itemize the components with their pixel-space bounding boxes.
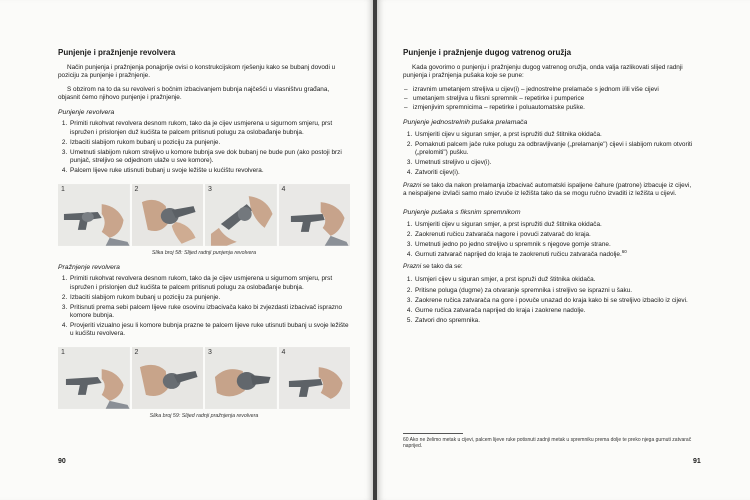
note-lead: Prazni [403, 263, 422, 271]
revolver-photo-illustration [205, 184, 277, 246]
list-item: 2. Izbaciti slabijom rukom bubanj u poziciju za punjenje. [69, 139, 350, 147]
photo [205, 184, 277, 246]
unloading-note [403, 182, 695, 199]
list-item: – izravnim umetanjem streljiva u cijev(i) – jednostrelne prelamače s jednom i/ili više cijevi [413, 86, 695, 94]
left-page-content [58, 48, 350, 427]
list-item: 4. Palcem lijeve ruke utisnuti bubanj u svoje ležište u kućištu revolvera. [69, 167, 350, 175]
break-action-steps-list [403, 131, 695, 178]
unloading-intro [403, 263, 695, 271]
photo-number: 1 [61, 185, 65, 193]
photo-number: 1 [61, 348, 65, 356]
photo-number: 3 [208, 348, 212, 356]
footnote-divider [403, 433, 463, 434]
list-item: – izmjenjivim spremnicima – repetirke i poluautomatske puške. [413, 104, 695, 112]
subsection-heading: Punjenje jednostrelnih pušaka prelamača [403, 119, 528, 127]
list-item: 2. Izbaciti slabijom rukom bubanj u poziciju za punjenje. [69, 294, 350, 302]
photo-number: 4 [281, 348, 286, 356]
photo [205, 347, 277, 409]
list-item: 4. Gurne ručica zatvarača naprijed do kraja i zaokrene nadolje. [414, 307, 695, 315]
footnote-marker: 60 [621, 248, 627, 254]
loading-steps-list [58, 120, 350, 175]
footnote: 60 Ako ne želimo metak u cijevi, palcem lijeve ruke potisnuti zadnji metak u spremniku prema dolje te preko njega gurnuti zatvarač naprijed. [403, 437, 692, 450]
figure-caption: Slika broj 58: Slijed radnji punjenja revolvera [151, 249, 257, 256]
right-page-content [403, 48, 695, 329]
photo-number: 2 [134, 185, 139, 193]
list-item: 2. Pomaknuti palcem jače ruke polugu za odbravljivanje („prelamanje") cijevi i slabijom rukom otvoriti („prelomiti") pušku. [414, 141, 695, 158]
section-heading: Punjenje i pražnjenje dugog vatrenog oružja [403, 48, 572, 57]
list-item: 1. Primiti rukohvat revolvera desnom rukom, tako da je cijev usmjerena u sigurnom smjeru, prst ispružen i prislonjen duž kućišta te palcem pritisnuti polugu za oslobađanje bubnja. [69, 120, 350, 137]
unloading-photo-strip [58, 347, 350, 409]
photo [132, 347, 204, 409]
photo [58, 184, 130, 246]
list-item: 2. Zaokrenuti ručicu zatvarača nagore i povući zatvarač do kraja. [414, 231, 695, 239]
unloading-steps-list [58, 275, 350, 338]
photo [58, 347, 130, 409]
list-item: 1. Primiti rukohvat revolvera desnom rukom, tako da je cijev usmjerena u sigurnom smjeru, prst ispružen i prislonjen duž kućišta te palcem pritisnuti polugu za oslobađanje bubnja. [69, 275, 350, 292]
list-item: 1. Usmjeriti cijev u siguran smjer, a prst ispružiti duž štitnika okidača. [414, 221, 695, 229]
list-item: 2. Pritisne poluga (dugme) za otvaranje spremnika i streljivo se isprazni u šaku. [414, 287, 695, 295]
load-types-list [403, 86, 695, 113]
list-item: 4. Provjeriti vizualno jesu li komore bubnja prazne te palcem lijeve ruke utisnuti bubanj u svoje ležište u kućištu revolvera. [69, 322, 350, 339]
list-item: 3. Umetnuti slabijom rukom streljivo u komore bubnja sve dok bubanj ne bude pun (ako postoji brzi punjač, streljivo se odjednom ulaže u sve komore). [69, 149, 350, 166]
section-heading: Punjenje i pražnjenje revolvera [58, 48, 176, 57]
list-item: 3. Umetnuti streljivo u cijev(i). [414, 159, 695, 167]
fixed-unloading-steps-list [403, 276, 695, 325]
list-item-text: Gurnuti zatvarač naprijed do kraja te zaokrenuti ručicu zatvarača nadolje. [415, 250, 622, 258]
photo-number: 2 [134, 348, 139, 356]
page-number: 91 [693, 458, 701, 465]
photo [279, 184, 351, 246]
photo [279, 347, 351, 409]
revolver-photo-illustration [279, 347, 351, 409]
photo-number: 3 [208, 185, 212, 193]
left-page [0, 0, 373, 500]
note-text: se tako da se: [421, 263, 463, 271]
loading-photo-strip [58, 184, 350, 246]
revolver-photo-illustration [58, 347, 130, 409]
list-item: 1. Usmjeri cijev u siguran smjer, a prst ispruži duž štitnika okidača. [414, 276, 695, 284]
list-item: 5. Zatvori dno spremnika. [414, 317, 695, 325]
photo-number: 4 [281, 185, 286, 193]
right-page [377, 0, 750, 500]
list-item [414, 248, 695, 259]
subsection-heading: Punjenje revolvera [58, 109, 115, 117]
revolver-photo-illustration [132, 347, 204, 409]
intro-paragraph: S obzirom na to da su revolveri s bočnim izbacivanjem bubnja najčešći u vlasništvu građana, objasnit ćemo njihovo punjenje i pražnjenje. [58, 85, 330, 101]
note-text: se tako da nakon prelamanja izbacivač automatski ispaljene čahure (patrone) izbacuje iz cijevi, a neispaljene izvlači samo malo izvuče iz ležišta tako da se mogu ručno izvaditi iz ležišta u cijevi. [403, 181, 692, 197]
note-lead: Prazni [403, 181, 422, 189]
list-item: 3. Umetnuti jedno po jedno streljivo u spremnik s njegove gornje strane. [414, 241, 695, 249]
intro-paragraph: Kada govorimo o punjenju i pražnjenju dugog vatrenog oružja, onda valja razlikovati slijed radnji punjenja i pražnjenja pušaka koje se pune: [403, 64, 683, 80]
list-item: – umetanjem streljiva u fiksni spremnik – repetirke i pumperice [413, 95, 695, 103]
revolver-photo-illustration [58, 184, 130, 246]
page-number: 90 [58, 458, 66, 465]
figure-caption: Slika broj 59: Slijed radnji pražnjenja revolvera [149, 412, 259, 419]
list-item: 4. Zatvoriti cijev(i). [414, 169, 695, 177]
list-item: 3. Zaokrene ručica zatvarača na gore i povuče unazad do kraja kako bi se streljivo izbacilo iz cijevi. [414, 297, 695, 305]
intro-paragraph: Način punjenja i pražnjenja ponajprije ovisi o konstrukcijskom rješenju kako se bubanj dovodi u poziciju za punjenje i pražnjenje. [58, 64, 336, 80]
revolver-photo-illustration [279, 184, 351, 246]
list-item: 3. Pritisnuti prema sebi palcem lijeve ruke osovinu izbacivača kako bi zvjezdasti izbacivač isprazno komore bubnja. [69, 304, 350, 321]
revolver-photo-illustration [132, 184, 204, 246]
subsection-heading: Pražnjenje revolvera [58, 263, 120, 271]
revolver-photo-illustration [205, 347, 277, 409]
fixed-magazine-steps-list [403, 221, 695, 260]
photo [132, 184, 204, 246]
list-item: 1. Usmjeriti cijev u siguran smjer, a prst ispružiti duž štitnika okidača. [414, 131, 695, 139]
subsection-heading: Punjenje pušaka s fiksnim spremnikom [403, 209, 521, 217]
